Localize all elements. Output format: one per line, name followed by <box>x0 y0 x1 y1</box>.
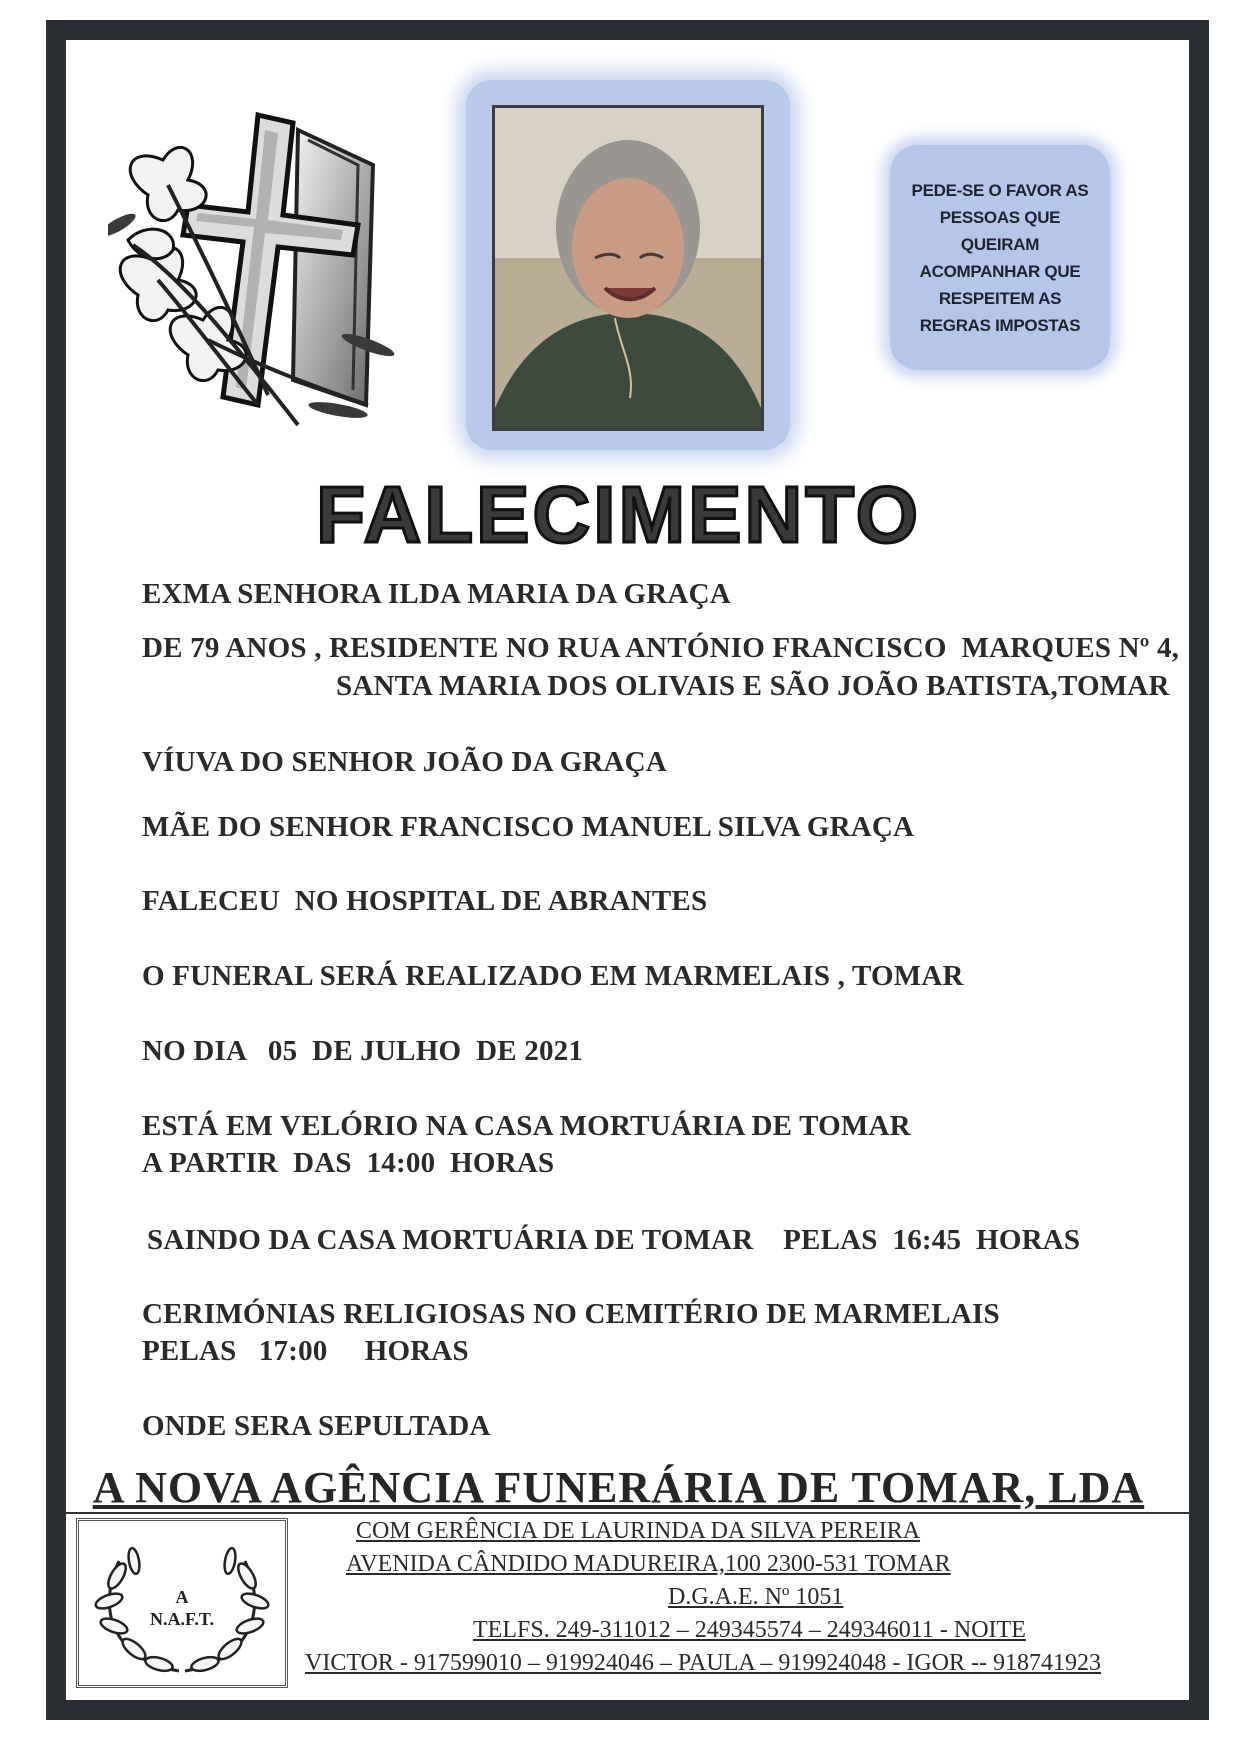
agency-logo <box>76 1518 288 1688</box>
place-of-death: FALECEU NO HOSPITAL DE ABRANTES <box>142 885 708 917</box>
burial-line: ONDE SERA SEPULTADA <box>142 1410 491 1442</box>
ceremony-time: PELAS 17:00 HORAS <box>142 1335 469 1367</box>
page-title: FALECIMENTO <box>316 470 921 559</box>
night-contacts-line: VICTOR - 917599010 – 919924046 – PAULA – 919924048 - IGOR -- 918741923 <box>305 1650 1102 1676</box>
portrait-illustration <box>495 108 761 428</box>
license-line: D.G.A.E. Nº 1051 <box>668 1584 844 1610</box>
funeral-location: O FUNERAL SERÁ REALIZADO EM MARMELAIS , TOMAR <box>142 960 964 992</box>
agency-name: A NOVA AGÊNCIA FUNERÁRIA DE TOMAR, LDA <box>92 1463 1145 1512</box>
guidance-note-text: PEDE-SE O FAVOR AS PESSOAS QUE QUEIRAM ACOMPANHAR QUE RESPEITEM AS REGRAS IMPOSTAS <box>911 180 1089 335</box>
wake-time: A PARTIR DAS 14:00 HORAS <box>142 1147 555 1179</box>
cross-lily-emblem <box>108 105 398 435</box>
phones-line: TELFS. 249-311012 – 249345574 – 249346011 - NOITE <box>473 1617 1026 1643</box>
wake-location: ESTÁ EM VELÓRIO NA CASA MORTUÁRIA DE TOMAR <box>142 1110 911 1142</box>
guidance-note <box>890 145 1110 370</box>
parish: SANTA MARIA DOS OLIVAIS E SÃO JOÃO BATISTA,TOMAR <box>336 670 1170 702</box>
address-line: AVENIDA CÂNDIDO MADUREIRA,100 2300-531 TOMAR <box>346 1551 951 1577</box>
deceased-name: EXMA SENHORA ILDA MARIA DA GRAÇA <box>142 578 731 610</box>
logo-initials: N.A.F.T. <box>149 1609 215 1629</box>
departure-time: SAINDO DA CASA MORTUÁRIA DE TOMAR PELAS 16:45 HORAS <box>147 1224 1081 1256</box>
management-line: COM GERÊNCIA DE LAURINDA DA SILVA PEREIRA <box>356 1518 921 1544</box>
portrait-photo <box>492 105 764 431</box>
spouse-line: VÍUVA DO SENHOR JOÃO DA GRAÇA <box>142 746 667 778</box>
logo-letter: A <box>175 1587 189 1607</box>
laurel-wreath-icon <box>79 1521 285 1685</box>
footer-divider <box>66 1512 1189 1514</box>
funeral-date: NO DIA 05 DE JULHO DE 2021 <box>142 1035 584 1067</box>
ceremony-location: CERIMÓNIAS RELIGIOSAS NO CEMITÉRIO DE MARMELAIS <box>142 1298 1000 1330</box>
child-line: MÃE DO SENHOR FRANCISCO MANUEL SILVA GRAÇA <box>142 811 915 843</box>
age-residence: DE 79 ANOS , RESIDENTE NO RUA ANTÓNIO FRANCISCO MARQUES Nº 4, <box>142 632 1180 664</box>
